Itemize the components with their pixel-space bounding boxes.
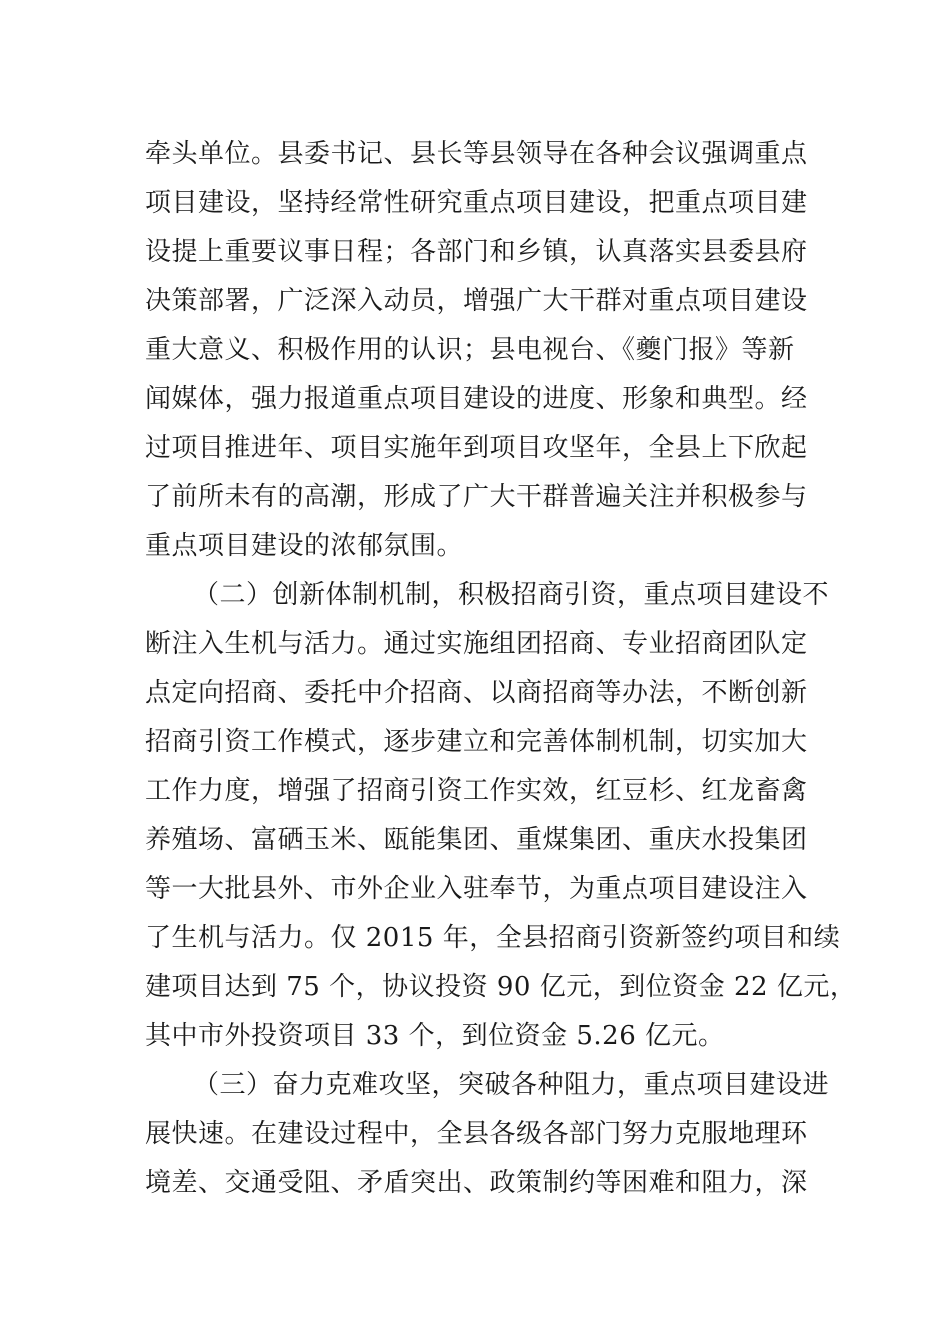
text-line: 境差、交通受阻、矛盾突出、政策制约等困难和阻力，深	[145, 1168, 808, 1198]
text-line: 点定向招商、委托中介招商、以商招商等办法，不断创新	[145, 678, 808, 708]
text-line: 牵头单位。县委书记、县长等县领导在各种会议强调重点	[145, 139, 808, 169]
text-line: 决策部署，广泛深入动员，增强广大干群对重点项目建设	[145, 286, 808, 316]
text-line: 了前所未有的高潮，形成了广大干群普遍关注并积极参与	[145, 482, 808, 512]
text-line: 招商引资工作模式，逐步建立和完善体制机制，切实加大	[145, 727, 808, 757]
text-line: 展快速。在建设过程中，全县各级各部门努力克服地理环	[145, 1119, 808, 1149]
text-line: 重点项目建设的浓郁氛围。	[145, 531, 464, 561]
text-line: 养殖场、富硒玉米、瓯能集团、重煤集团、重庆水投集团	[145, 825, 808, 855]
document-body	[145, 130, 857, 1208]
text-line: 其中市外投资项目 33 个，到位资金 5.26 亿元。	[145, 1021, 725, 1051]
section-heading-line: （三）奋力克难攻坚，突破各种阻力，重点项目建设进	[193, 1070, 830, 1100]
section-heading-line: （二）创新体制机制，积极招商引资，重点项目建设不	[193, 580, 830, 610]
text-line: 闻媒体，强力报道重点项目建设的进度、形象和典型。经	[145, 384, 808, 414]
text-line: 工作力度，增强了招商引资工作实效，红豆杉、红龙畜禽	[145, 776, 808, 806]
text-line: 了生机与活力。仅 2015 年，全县招商引资新签约项目和续	[145, 923, 841, 953]
text-line: 断注入生机与活力。通过实施组团招商、专业招商团队定	[145, 629, 808, 659]
text-line: 过项目推进年、项目实施年到项目攻坚年，全县上下欣起	[145, 433, 808, 463]
text-line: 设提上重要议事日程；各部门和乡镇，认真落实县委县府	[145, 237, 808, 267]
text-line: 项目建设，坚持经常性研究重点项目建设，把重点项目建	[145, 188, 808, 218]
text-line: 建项目达到 75 个，协议投资 90 亿元，到位资金 22 亿元，	[145, 972, 857, 1002]
text-line: 等一大批县外、市外企业入驻奉节，为重点项目建设注入	[145, 874, 808, 904]
text-line: 重大意义、积极作用的认识；县电视台、《夔门报》等新	[145, 335, 795, 365]
